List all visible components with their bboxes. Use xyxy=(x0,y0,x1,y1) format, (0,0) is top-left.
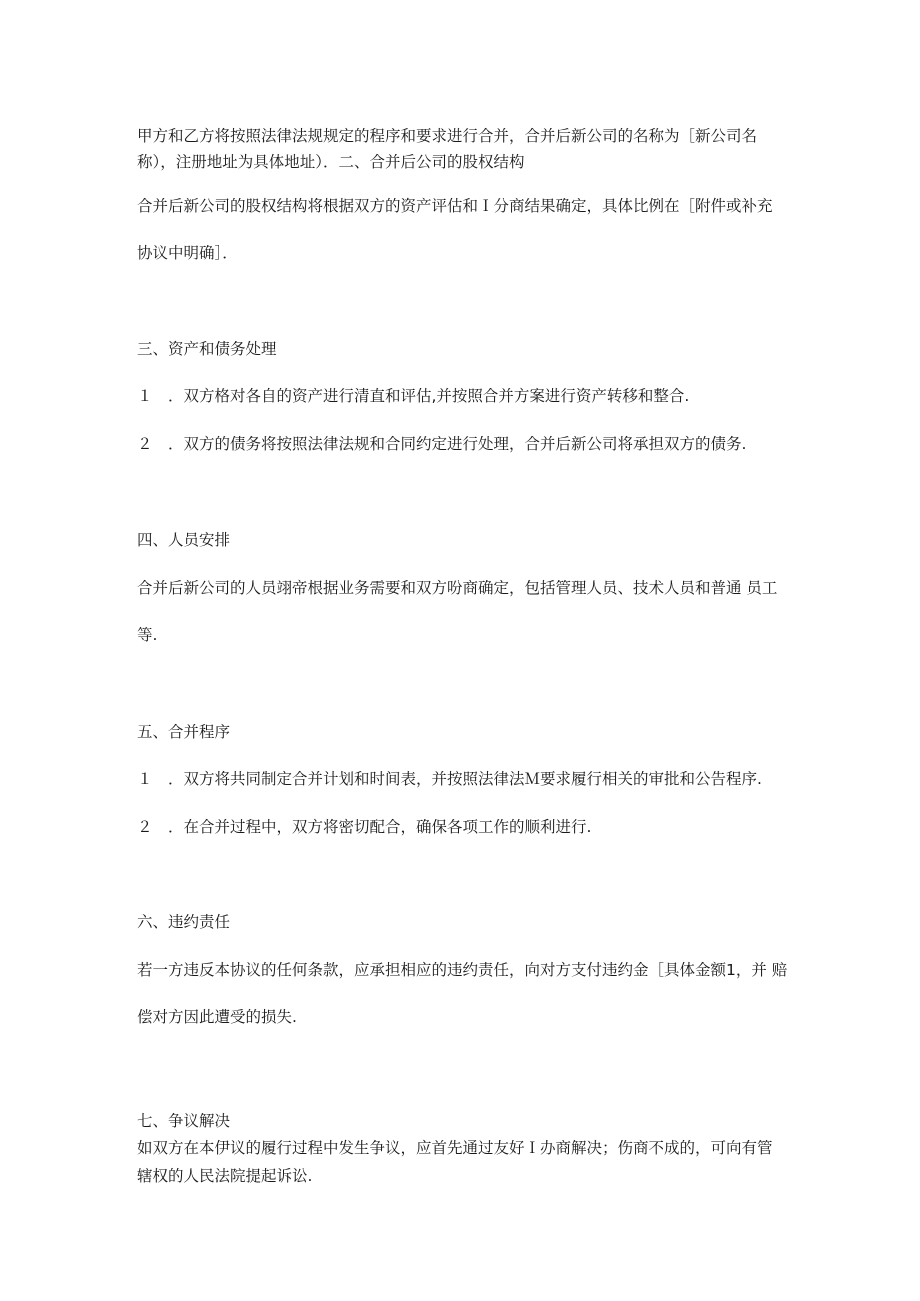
section-4-heading: 四、人员安排 xyxy=(137,531,231,549)
section-5-heading: 五、合并程序 xyxy=(137,723,231,741)
section-6-heading: 六、违约责任 xyxy=(137,913,231,931)
section-3-heading: 三、资产和债务处理 xyxy=(137,340,277,358)
section-6-line-1: 若一方违反本协议的任何条款，应承担相应的违约责任，向对方支付违约金［具体金额1，并 赔 xyxy=(137,961,788,979)
section-3-item-2: ２ ．双方的债务将按照法律法规和合同约定进行处理，合并后新公司将承担双方的债务. xyxy=(137,435,747,453)
equity-line-1: 合并后新公司的股权结构将根据双方的资产评估和Ｉ分商结果确定，具体比例在［附件或补充 xyxy=(137,197,773,215)
section-7-line-1: 如双方在本伊议的履行过程中发生争议，应首先通过友好Ｉ办商解决；伤商不成的，可向有管 xyxy=(137,1139,773,1157)
intro-line-2: 称），注册地址为具体地址）．二、合并后公司的股权结构 xyxy=(137,153,525,171)
section-6-line-2: 偿对方因此遭受的损失. xyxy=(137,1008,297,1026)
intro-line-1: 甲方和乙方将按照法律法规规定的程序和要求进行合并，合并后新公司的名称为［新公司名 xyxy=(137,127,758,145)
equity-line-2: 协议中明确］． xyxy=(137,244,238,262)
section-4-line-2: 等. xyxy=(137,626,158,644)
section-4-line-1: 合并后新公司的人员翊帝根据业务需要和双方吩商确定，包括管理人员、技术人员和普通 员工 xyxy=(137,579,778,597)
section-5-item-1: １ ．双方将共同制定合并计划和时间表，并按照法律法Ｍ要求履行相关的审批和公告程序. xyxy=(137,770,762,788)
section-3-item-1: １ ．双方格对各自的资产进行清直和评估,并按照合并方案进行资产转移和整合. xyxy=(137,387,690,405)
section-7-line-2: 辖权的人民法院提起诉讼. xyxy=(137,1167,313,1185)
section-7-heading: 七、争议解决 xyxy=(137,1112,231,1130)
section-5-item-2: ２ ．在合并过程中，双方将密切配合，确保各项工作的顺利进行. xyxy=(137,818,592,836)
